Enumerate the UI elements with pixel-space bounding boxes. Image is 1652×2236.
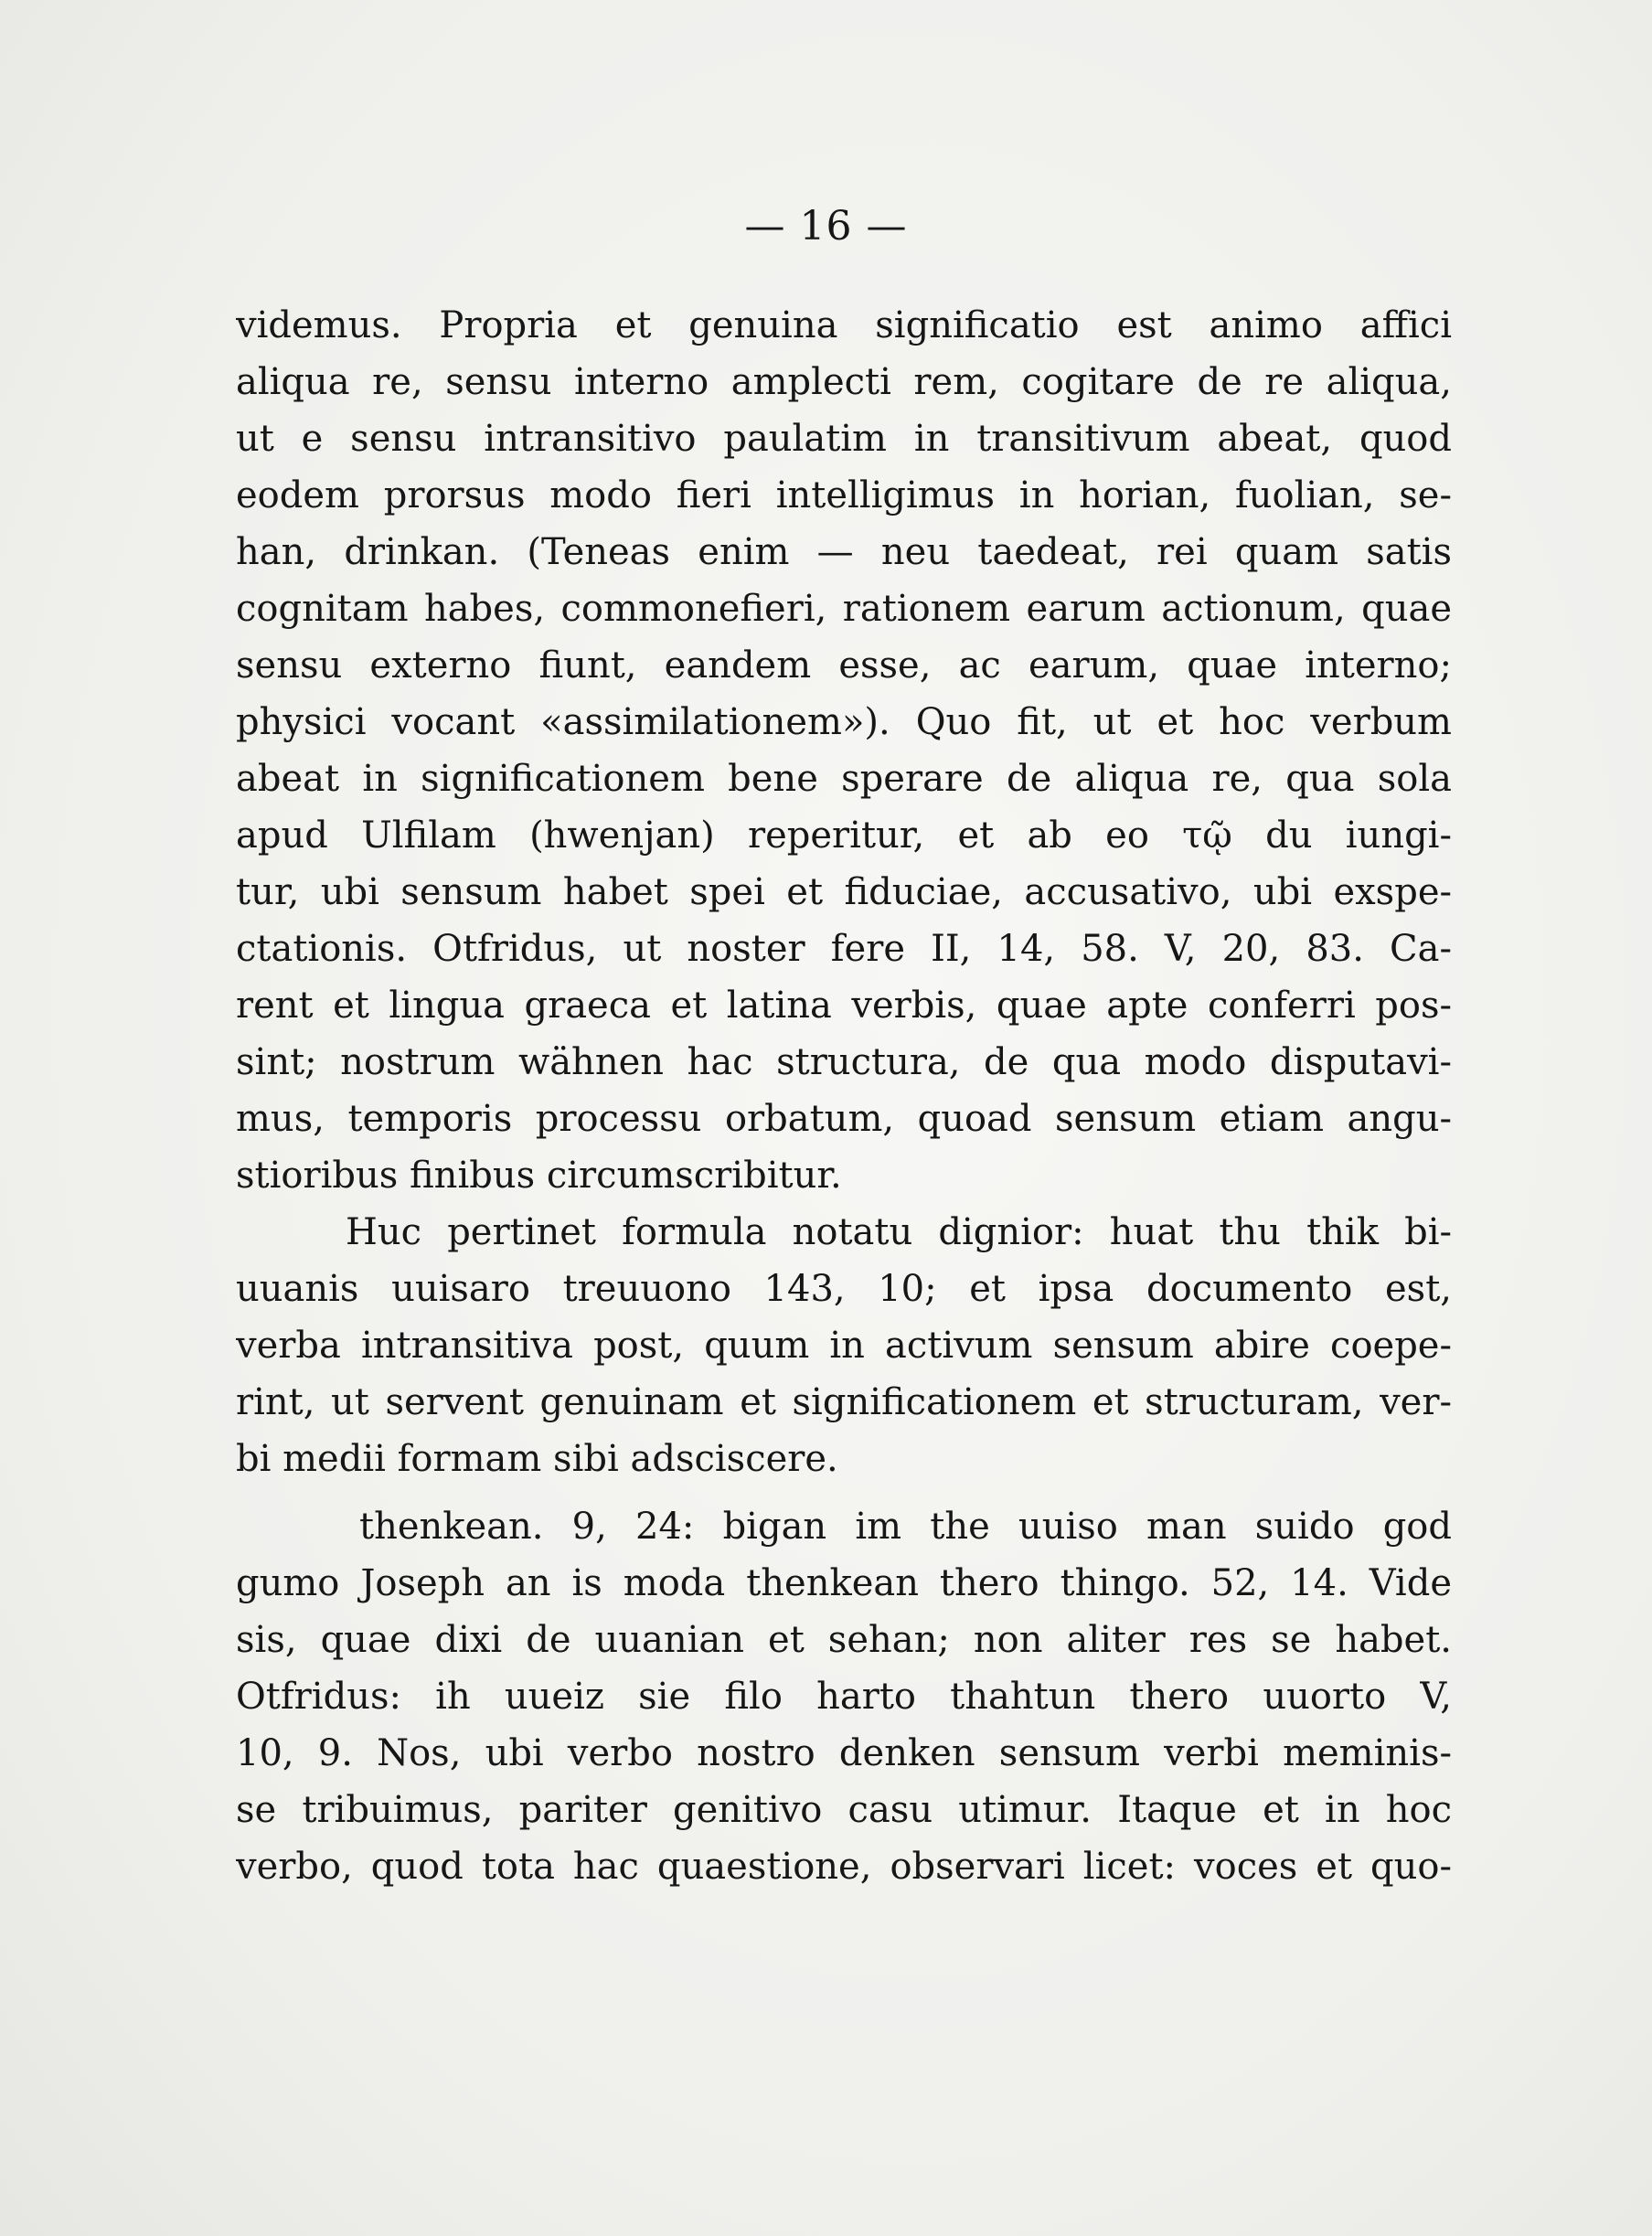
text-line: videmus. Propria et genuina significatio est animo affici — [236, 304, 1452, 346]
text-line: aliqua re, sensu interno amplecti rem, cogitare de re aliqua, — [236, 361, 1452, 403]
text-line: apud Ulfilam (hwenjan) reperitur, et ab eo τῷ du iungi- — [236, 815, 1452, 857]
text-line: ut e sensu intransitivo paulatim in transitivum abeat, quod — [236, 418, 1452, 460]
text-line: bi medii formam sibi adsciscere. — [236, 1438, 838, 1480]
text-line: verba intransitiva post, quum in activum sensum abire coepe- — [236, 1325, 1452, 1367]
page-number: — 16 — — [744, 203, 908, 250]
text-line: verbo, quod tota hac quaestione, observari licet: voces et quo- — [236, 1846, 1452, 1888]
text-line: eodem prorsus modo fieri intelligimus in horian, fuolian, se- — [236, 474, 1452, 516]
text-line: tur, ubi sensum habet spei et fiduciae, accusativo, ubi exspe- — [236, 871, 1452, 913]
text-line: rint, ut servent genuinam et significationem et structuram, ver- — [236, 1381, 1452, 1423]
text-line: Otfridus: ih uueiz sie filo harto thahtun thero uuorto V, — [236, 1676, 1452, 1718]
text-line: gumo Joseph an is moda thenkean thero thingo. 52, 14. Vide — [236, 1562, 1452, 1604]
text-line: abeat in significationem bene sperare de aliqua re, qua sola — [236, 758, 1452, 800]
text-line: mus, temporis processu orbatum, quoad sensum etiam angu- — [236, 1098, 1452, 1140]
body-text — [236, 297, 1452, 1895]
paragraph-start-line: Huc pertinet formula notatu dignior: huat thu thik bi- — [346, 1211, 1452, 1253]
text-line: han, drinkan. (Teneas enim — neu taedeat, rei quam satis — [236, 531, 1452, 573]
text-line: sis, quae dixi de uuanian et sehan; non aliter res se habet. — [236, 1619, 1452, 1661]
text-line: sensu externo fiunt, eandem esse, ac earum, quae interno; — [236, 644, 1452, 687]
text-line: ctationis. Otfridus, ut noster fere II, 14, 58. V, 20, 83. Ca- — [236, 928, 1452, 970]
text-line: cognitam habes, commonefieri, rationem earum actionum, quae — [236, 588, 1452, 630]
text-line: rent et lingua graeca et latina verbis, quae apte conferri pos- — [236, 985, 1452, 1027]
paragraph-start-line: thenkean. 9, 24: bigan im the uuiso man suido god — [359, 1506, 1452, 1548]
text-line: se tribuimus, pariter genitivo casu utimur. Itaque et in hoc — [236, 1789, 1452, 1831]
text-line: physici vocant «assimilationem»). Quo fit, ut et hoc verbum — [236, 701, 1452, 743]
text-line: 10, 9. Nos, ubi verbo nostro denken sensum verbi meminis- — [236, 1732, 1452, 1774]
text-line: uuanis uuisaro treuuono 143, 10; et ipsa documento est, — [236, 1268, 1452, 1310]
text-line: sint; nostrum wähnen hac structura, de qua modo disputavi- — [236, 1041, 1452, 1083]
text-line: stioribus finibus circumscribitur. — [236, 1155, 842, 1197]
